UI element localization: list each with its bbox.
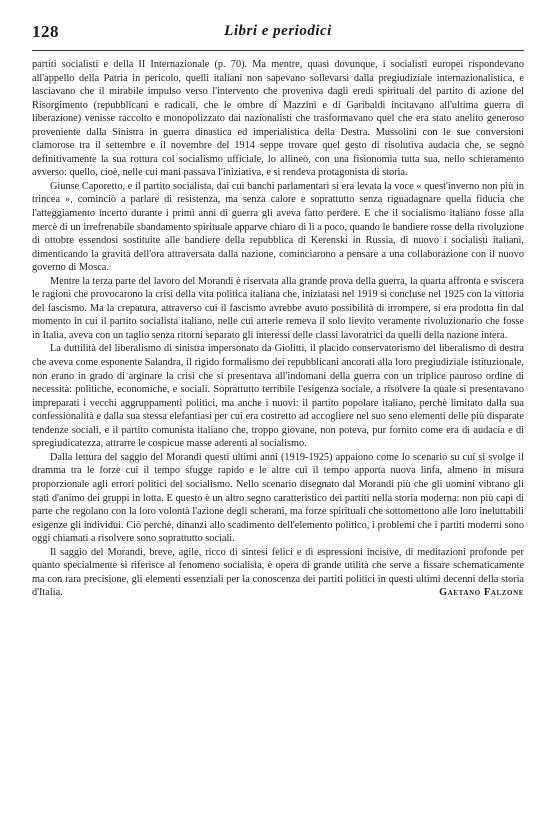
page-number: 128 (32, 22, 59, 41)
author-signature: Gaetano Falzone (439, 587, 524, 599)
header-rule (32, 50, 524, 51)
paragraph: Giunse Caporetto, e il partito socialista, dai cui banchi parlamentari si era levata la voce « quest'inverno non più in trincea », cominciò a parlare di resistenza, ma senza calore e soprattutto senza riguadagnare quella fiducia che l'atteggiamento incerto durante i primi anni di guerra gli aveva fatto perdere. E che il socialismo italiano fosse alla mercè di un irrefrenabile sbandamento spirituale apparve chiaro di lì a poco, quando le bandiere rosse della rivoluzione di ottobre essendosi sostituite alle bandiere della repubblica di Kerenski in Russia, di nuovo i socialisti italiani, dimenticando la gravità dell'ora attraversata dalla nazione, cominciarono a pensare a una collaborazione con il nuovo governo di Mosca. (32, 180, 524, 274)
paragraph: Dalla lettura del saggio del Morandi questi ultimi anni (1919-1925) appaiono come lo scenario su cui si svolge il dramma tra le forze cui il tempo sfugge rapido e le altre cui il tempo apporta nuova linfa, almeno in misura proporzionale agli errori politici del socialismo. Nello scenario disegnato dal Morandi più che gli uomini vibrano gli stati d'animo dei gruppi in lotta. E questo è un altro segno caratteristico dei partiti nella storia moderna: non più capi di parte che regolano con la loro volontà l'azione degli scherani, ma forze spirituali che sottomettono alle loro ineluttabili esigenze gli individui. Ciò perchè, dinanzi allo scadimento dell'elemento politico, i problemi che i partiti moderni sono oggi chiamati a risolvere sono soprattutto sociali. (32, 451, 524, 545)
paragraph: La duttilità del liberalismo di sinistra impersonato da Giolitti, il placido conservatorismo del liberalismo di destra che aveva come esponente Salandra, il rigido formalismo dei repubblicani ancorati alla loro pregiudiziale istituzionale, non erano in grado di arginare la crisi che si presentava all'indomani della guerra con un triplice pauroso ordine di necessità: politiche, economiche, e sociali. Soprattutto terribile l'esigenza sociale, a risolvere la quale si presentavano impreparati i vecchi aggruppamenti politici, ma anche i nuovi: il partito popolare italiano, perchè limitato dalla sua confessionalità e dalla sua stessa elefantiasi per cui era costretto ad accogliere nel suo seno elementi delle più disparate tendenze sociali, e il partito comunista italiano che, troppo giovane, non poteva, pur fornito come era di audacia e di spregiudicatezza, attrarre le cospicue masse aderenti al socialismo. (32, 343, 524, 450)
paragraph: partiti socialisti e della II Internazionale (p. 70). Ma mentre, quasi dovunque, i socialisti europei rispondevano all'appello della Patria in pericolo, quelli italiani non sapevano sollevarsi dalla pregiudiziale internazionalistica, e lasciavano che il mirabile impulso verso l'intervento che proveniva dagli eredi spirituali del partito di azione del Risorgimento (repubblicani e radicali, che le ombre di Mazzini e di Garibaldi incitavano all'ultima guerra di liberazione) venisse raccolto e monopolizzato dai nazionalisti che trasformavano quel che era stato anelito generoso proveniente dalla Sinistra in guerra dinastica ed imperialistica della Destra. Mussolini con le sue conversioni clamorose tra il settembre e il novembre del 1914 seppe trovare quel gesto di risolutiva audacia che, se segnò definitivamente la sua rottura col socialismo ufficiale, lo allineò, con una fisionomia tutta sua, nello schieramento avverso: quello, cioè, nelle cui mani passava l'iniziativa, e si rendeva protagonista di storia. (32, 59, 524, 179)
page-header (32, 22, 524, 46)
closing-text: Il saggio del Morandi, breve, agile, ricco di sintesi felici e di espressioni incisive, di meditazioni profonde per quanto specialmente si riferisce al fenomeno socialista, è opera di grande utilità che serve a fissare schematicamente ma con rara precisione, gli elementi essenziali per la conoscenza dei partiti politici in questi ultimi decenni della storia d'Italia. (32, 546, 524, 599)
review-body (32, 58, 524, 600)
running-title: Libri e periodici (224, 23, 332, 39)
paragraph: Mentre la terza parte del lavoro del Morandi è riservata alla grande prova della guerra, la quarta affronta e sviscera le ragioni che provocarono la crisi della vita politica italiana che, iniziatasi nel 1919 si concluse nel 1925 con la vittoria del fascismo. Ma la crepatura, attraverso cui il fascismo avrebbe avuto possibilità di irrompere, si era prodotta fin dal momento in cui il partito socialista italiano, nelle cui arterie remeva il solo lievito veramente rivoluzionario che fosse in Italia, aveva con un taglio senza ritorni separato gli interessi delle classi lavoratrici da quelli della nazione intera. (32, 275, 524, 341)
closing-paragraph (32, 546, 524, 600)
